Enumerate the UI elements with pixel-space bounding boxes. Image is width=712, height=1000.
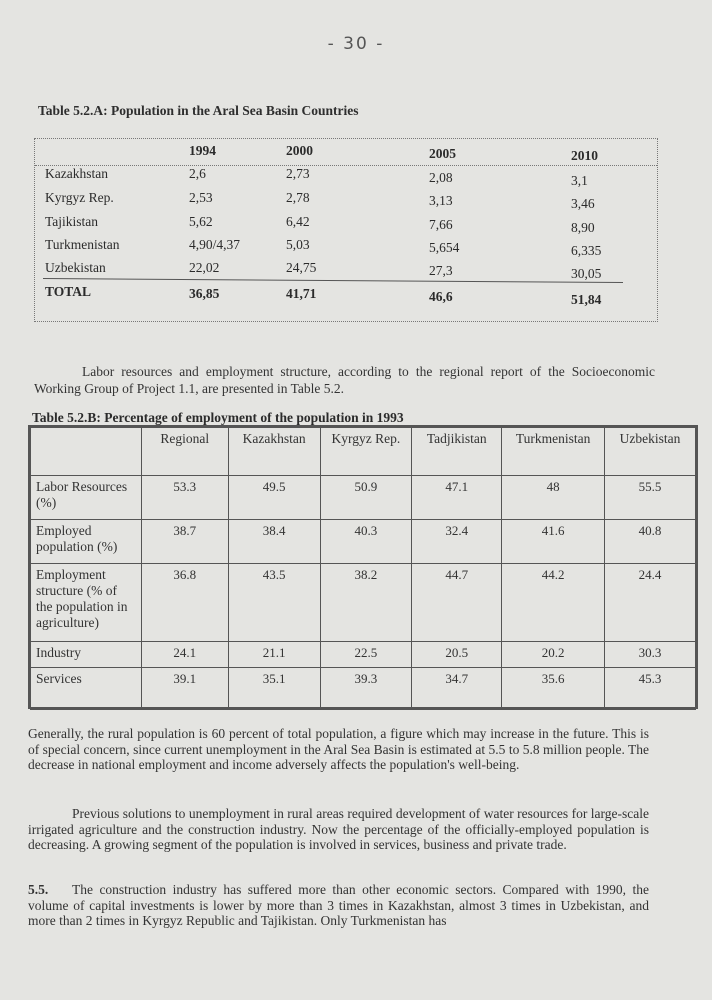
- country-cell: Kazakhstan: [45, 166, 108, 181]
- header-turkmenistan: Turkmenistan: [502, 428, 605, 476]
- value-cell: 5,03: [286, 237, 310, 252]
- row-label: Labor Resources (%): [31, 476, 142, 520]
- section-number: 5.5.: [28, 882, 49, 897]
- header-2005: 2005: [429, 146, 456, 161]
- value-cell: 39.1: [141, 668, 228, 710]
- row-label: Employed population (%): [31, 520, 142, 564]
- total-cell: 46,6: [429, 289, 453, 304]
- table-row: [31, 642, 696, 668]
- value-cell: 24.4: [605, 564, 696, 642]
- value-cell: 39.3: [320, 668, 412, 710]
- value-cell: 2,73: [286, 166, 310, 181]
- value-cell: 2,08: [429, 170, 453, 185]
- value-cell: 41.6: [502, 520, 605, 564]
- value-cell: 3,1: [571, 173, 588, 188]
- header-divider: [35, 165, 657, 166]
- value-cell: 35.1: [228, 668, 320, 710]
- header-2010: 2010: [571, 148, 598, 163]
- total-divider: [43, 278, 623, 283]
- table-a-caption: Table 5.2.A: Population in the Aral Sea Basin Countries: [38, 103, 359, 118]
- header-uzbekistan: Uzbekistan: [605, 428, 696, 476]
- value-cell: 3,13: [429, 193, 453, 208]
- country-cell: Turkmenistan: [45, 237, 120, 252]
- table-row: [31, 520, 696, 564]
- value-cell: 38.7: [141, 520, 228, 564]
- value-cell: 55.5: [605, 476, 696, 520]
- value-cell: 32.4: [412, 520, 502, 564]
- country-cell: Uzbekistan: [45, 260, 106, 275]
- header-kazakhstan: Kazakhstan: [228, 428, 320, 476]
- value-cell: 4,90/4,37: [189, 237, 241, 252]
- value-cell: 5,654: [429, 240, 460, 255]
- value-cell: 36.8: [141, 564, 228, 642]
- value-cell: 22,02: [189, 260, 220, 275]
- value-cell: 30,05: [571, 266, 602, 281]
- paragraph-rural-population: Generally, the rural population is 60 percent of total population, a figure which may increase in the future. This is of special concern, since current unemployment in the Aral Sea Basin is estimated at 5.5 to 5.8 million people. The decrease in national employment and income adversely affects the population's well-being.: [28, 726, 649, 772]
- table-b-header-row: [31, 428, 696, 476]
- value-cell: 30.3: [605, 642, 696, 668]
- value-cell: 47.1: [412, 476, 502, 520]
- row-label: Services: [31, 668, 142, 710]
- value-cell: 38.2: [320, 564, 412, 642]
- value-cell: 44.2: [502, 564, 605, 642]
- value-cell: 2,53: [189, 190, 213, 205]
- header-tadjikistan: Tadjikistan: [412, 428, 502, 476]
- value-cell: 22.5: [320, 642, 412, 668]
- paragraph-labor-resources: Labor resources and employment structure, according to the regional report of the Socioeconomic Working Group of Project 1.1, are presented in Table 5.2.: [34, 364, 655, 396]
- value-cell: 6,42: [286, 214, 310, 229]
- value-cell: 44.7: [412, 564, 502, 642]
- country-cell: Kyrgyz Rep.: [45, 190, 114, 205]
- value-cell: 7,66: [429, 217, 453, 232]
- value-cell: 45.3: [605, 668, 696, 710]
- value-cell: 8,90: [571, 220, 595, 235]
- total-cell: 51,84: [571, 292, 602, 307]
- value-cell: 5,62: [189, 214, 213, 229]
- table-row: [31, 668, 696, 710]
- total-label: TOTAL: [45, 284, 92, 299]
- value-cell: 34.7: [412, 668, 502, 710]
- table-row: [31, 476, 696, 520]
- value-cell: 3,46: [571, 196, 595, 211]
- population-table: [34, 138, 658, 322]
- country-cell: Tajikistan: [45, 214, 99, 229]
- table-row: [31, 564, 696, 642]
- value-cell: 20.2: [502, 642, 605, 668]
- value-cell: 50.9: [320, 476, 412, 520]
- page-number: - 30 -: [327, 34, 385, 54]
- value-cell: 2,78: [286, 190, 310, 205]
- paragraph-unemployment-solutions: Previous solutions to unemployment in rural areas required development of water resources for large-scale irrigated agriculture and the construction industry. Now the percentage of the officially-employed population is decreasing. A growing segment of the population is involved in services, business and private trade.: [28, 806, 649, 852]
- value-cell: 48: [502, 476, 605, 520]
- employment-table: [28, 425, 698, 709]
- value-cell: 2,6: [189, 166, 206, 181]
- value-cell: 38.4: [228, 520, 320, 564]
- value-cell: 40.8: [605, 520, 696, 564]
- header-kyrgyz: Kyrgyz Rep.: [320, 428, 412, 476]
- header-empty: [31, 428, 142, 476]
- row-label: Industry: [31, 642, 142, 668]
- total-cell: 41,71: [286, 286, 317, 301]
- value-cell: 49.5: [228, 476, 320, 520]
- value-cell: 53.3: [141, 476, 228, 520]
- section-5-5: [28, 882, 649, 929]
- header-1994: 1994: [189, 143, 216, 158]
- header-2000: 2000: [286, 143, 313, 158]
- value-cell: 40.3: [320, 520, 412, 564]
- value-cell: 27,3: [429, 263, 453, 278]
- header-regional: Regional: [141, 428, 228, 476]
- value-cell: 24,75: [286, 260, 317, 275]
- value-cell: 20.5: [412, 642, 502, 668]
- total-cell: 36,85: [189, 286, 220, 301]
- section-text: The construction industry has suffered more than other economic sectors. Compared with 1990, the volume of capital investments is lower by more than 3 times in Kazakhstan, almost 3 times in Uzbekistan, and more than 2 times in Kyrgyz Republic and Tajikistan. Only Turkmenistan has: [28, 882, 649, 928]
- value-cell: 21.1: [228, 642, 320, 668]
- value-cell: 6,335: [571, 243, 602, 258]
- value-cell: 35.6: [502, 668, 605, 710]
- value-cell: 43.5: [228, 564, 320, 642]
- value-cell: 24.1: [141, 642, 228, 668]
- table-b-caption: Table 5.2.B: Percentage of employment of the population in 1993: [32, 410, 404, 425]
- row-label: Employment structure (% of the population in agriculture): [31, 564, 142, 642]
